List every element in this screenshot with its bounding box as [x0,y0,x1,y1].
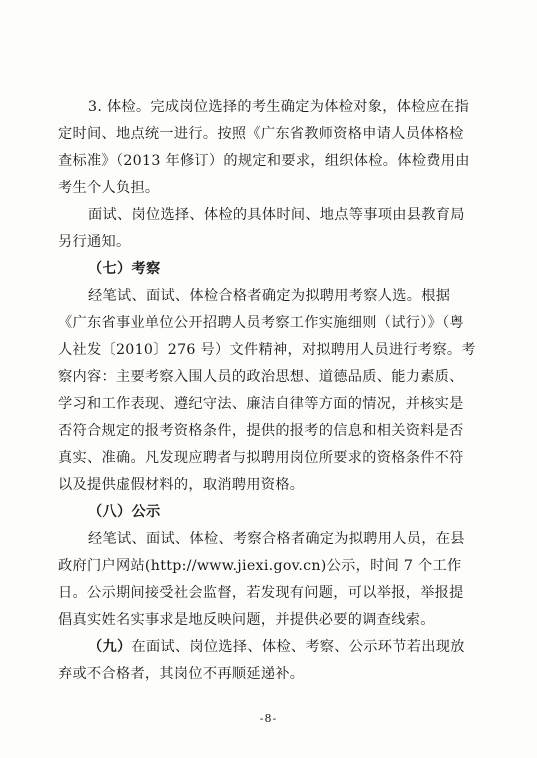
paragraph-physical-exam: 3. 体检。完成岗位选择的考生确定为体检对象，体检应在指定时间、地点统一进行。按照《广东省教师资格申请人员体格检查标准》（2013 年修订）的规定和要求，组织体检。体检费用由考生个人负担。 [58,99,470,196]
document-body [58,94,478,688]
paragraph-notice: 面试、岗位选择、体检的具体时间、地点等事项由县教育局另行通知。 [58,207,465,250]
section-heading-8: （八）公示 [88,504,161,520]
paragraph-section-9 [58,634,478,688]
page-number: -8- [259,712,278,725]
section-heading-9: （九） [88,639,132,655]
section-heading-7: （七）考察 [88,261,161,277]
paragraph-investigation: 经笔试、面试、体检合格者确定为拟聘用考察人选。根据《广东省事业单位公开招聘人员考察工作实施细则（试行）》（粤人社发〔2010〕276 号）文件精神，对拟聘用人员进行考察。考察内容：主要考察入围人员的政治思想、道德品质、能力素质、学习和工作表现、遵纪守法、廉洁自律等方面的情况，并核实是否符合规定的报考资格条件，提供的报考的信息和相关资料是否真实、准确。凡发现应聘者与拟聘用岗位所要求的资格条件不符以及提供虚假材料的，取消聘用资格。 [58,288,476,493]
paragraph-publicity: 经笔试、面试、体检、考察合格者确定为拟聘用人员，在县政府门户网站(http://www.jiexi.gov.cn)公示，时间 7 个工作日。公示期间接受社会监督，若发现有问题，可以举报，举报提倡真实姓名实事求是地反映问题，并提供必要的调查线索。 [58,531,465,628]
section-9-text: 在面试、岗位选择、体检、考察、公示环节若出现放弃或不合格者，其岗位不再顺延递补。 [58,639,465,682]
